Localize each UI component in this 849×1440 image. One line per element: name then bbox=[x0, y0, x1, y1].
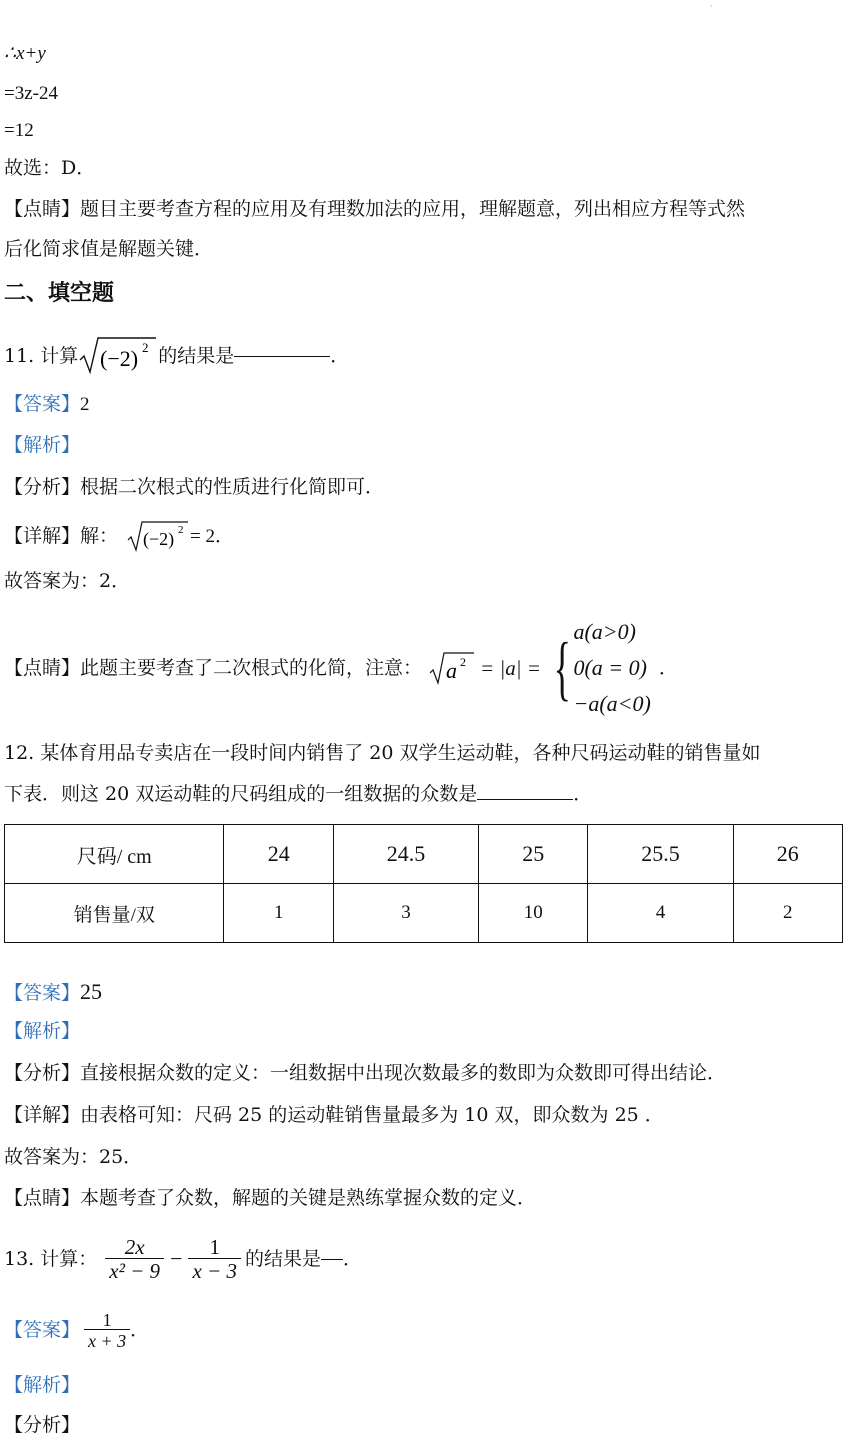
fenxi-tag: 【分析】 bbox=[4, 1414, 81, 1436]
analysis-tag: 【解析】 bbox=[4, 434, 81, 456]
comment-line-2: 后化简求值是解题关键． bbox=[4, 238, 214, 260]
q11-xiangjie bbox=[4, 520, 234, 552]
formula-radical bbox=[428, 651, 476, 685]
table-cell: 25.5 bbox=[588, 825, 733, 884]
formula-end: ． bbox=[658, 656, 678, 679]
xj-radicand: (−2) bbox=[143, 529, 175, 549]
table-cell: 25 bbox=[478, 825, 587, 884]
q13-prefix: 13. 计算： bbox=[4, 1247, 98, 1270]
q11-radicand: (−2) bbox=[100, 346, 139, 371]
q11-exp: 2 bbox=[142, 340, 149, 355]
table-cell: 24 bbox=[224, 825, 333, 884]
table-cell: 3 bbox=[333, 884, 478, 943]
q12-xiangjie bbox=[4, 1106, 664, 1125]
fenxi-tag: 【分析】 bbox=[4, 1062, 81, 1084]
q12-answer bbox=[4, 981, 102, 1003]
table-cell: 销售量/双 bbox=[5, 884, 224, 943]
xiangjie-tag: 【详解】 bbox=[4, 1104, 81, 1126]
q12-text-2a: 下表．则这 20 双运动鞋的尺码组成的一组数据的众数是 bbox=[4, 783, 478, 805]
dianjing-tag: 【点睛】 bbox=[4, 656, 81, 679]
choice-line: 故选：D． bbox=[4, 157, 96, 179]
table-cell: 2 bbox=[733, 884, 843, 943]
q11-suffix: 的结果是 bbox=[158, 344, 235, 367]
q11-fenxi bbox=[4, 478, 384, 497]
fenxi-tag: 【分析】 bbox=[4, 476, 81, 498]
f1-num: 2x bbox=[124, 1234, 145, 1259]
xiangjie-tag: 【详解】 bbox=[4, 524, 81, 547]
case-2: 0(a = 0) bbox=[573, 655, 647, 680]
q13-stem bbox=[4, 1228, 362, 1290]
answer-value: 25 bbox=[80, 979, 103, 1004]
q11-answer bbox=[4, 395, 90, 414]
case-1: a(a>0) bbox=[573, 619, 636, 644]
minus-sign: − bbox=[170, 1246, 183, 1271]
xj-exp: 2 bbox=[178, 524, 184, 536]
page-mark: · bbox=[710, 2, 713, 11]
table-cell: 尺码/ cm bbox=[5, 825, 224, 884]
ans-end: ． bbox=[130, 1318, 150, 1341]
q11-end: ． bbox=[330, 344, 350, 367]
formula-rad: a bbox=[446, 658, 458, 683]
q11-final: 故答案为：2． bbox=[4, 570, 131, 592]
q12-text-2b: ． bbox=[573, 783, 593, 805]
q11-dianjing bbox=[4, 614, 678, 722]
fenxi-text: 直接根据众数的定义：一组数据中出现次数最多的数即为众数即可得出结论． bbox=[80, 1062, 727, 1084]
q12-text-1: 12. 某体育用品专卖店在一段时间内销售了 20 双学生运动鞋，各种尺码运动鞋的销售量如 bbox=[4, 742, 761, 764]
comment-line-1 bbox=[4, 200, 745, 219]
fenxi-text: 根据二次根式的性质进行化简即可． bbox=[80, 476, 385, 498]
answer-value: 2 bbox=[80, 394, 90, 415]
dianjing-text: 本题考查了众数，解题的关键是熟练掌握众数的定义． bbox=[80, 1187, 537, 1209]
q11-stem bbox=[4, 336, 349, 376]
fraction-1 bbox=[105, 1234, 164, 1283]
q12-text-2 bbox=[4, 785, 592, 804]
answer-tag: 【答案】 bbox=[4, 393, 81, 415]
analysis-tag: 【解析】 bbox=[4, 1374, 81, 1396]
xj-eq: = 2 bbox=[190, 525, 215, 547]
section-heading: 二、填空题 bbox=[4, 280, 115, 306]
table-cell: 26 bbox=[733, 825, 843, 884]
f2-den: x − 3 bbox=[188, 1258, 241, 1282]
table-row bbox=[5, 884, 843, 943]
dianjing-text: 此题主要考查了二次根式的化简，注意： bbox=[80, 656, 423, 679]
formula-abs: = |a| = bbox=[480, 655, 541, 680]
f2-num: 1 bbox=[209, 1234, 220, 1259]
q11-prefix: 11. 计算 bbox=[4, 344, 79, 367]
ans-num: 1 bbox=[102, 1309, 112, 1330]
table-cell: 1 bbox=[224, 884, 333, 943]
size-sales-table bbox=[4, 824, 843, 943]
case-3: −a(a<0) bbox=[573, 691, 651, 716]
q13-answer bbox=[4, 1304, 149, 1356]
xiangjie-radical bbox=[126, 520, 190, 552]
f1-den: x² − 9 bbox=[105, 1258, 164, 1282]
comment-tag: 【点睛】 bbox=[4, 198, 81, 220]
piecewise-cases bbox=[573, 614, 650, 722]
answer-tag: 【答案】 bbox=[4, 982, 81, 1004]
table-row bbox=[5, 825, 843, 884]
answer-blank bbox=[321, 1258, 343, 1260]
answer-fraction bbox=[84, 1311, 130, 1350]
table-cell: 10 bbox=[478, 884, 587, 943]
analysis-tag: 【解析】 bbox=[4, 1020, 81, 1042]
answer-blank bbox=[234, 355, 330, 357]
table-cell: 4 bbox=[588, 884, 733, 943]
answer-blank bbox=[477, 798, 573, 800]
comment-text: 题目主要考查方程的应用及有理数加法的应用，理解题意，列出相应方程等式然 bbox=[80, 198, 746, 220]
solution-line-2: =3z-24 bbox=[4, 83, 58, 104]
solution-line-3: =12 bbox=[4, 120, 34, 141]
q12-final: 故答案为：25． bbox=[4, 1146, 143, 1168]
q12-fenxi bbox=[4, 1064, 726, 1083]
table-cell: 24.5 bbox=[333, 825, 478, 884]
q13-suffix: 的结果是 bbox=[244, 1247, 321, 1270]
fraction-2 bbox=[188, 1234, 241, 1283]
q12-dianjing bbox=[4, 1189, 536, 1208]
xj-end: ． bbox=[215, 524, 235, 547]
answer-tag: 【答案】 bbox=[4, 1318, 81, 1341]
ans-den: x + 3 bbox=[84, 1329, 130, 1350]
q13-end: ． bbox=[343, 1247, 363, 1270]
xiangjie-pre: 解： bbox=[80, 524, 119, 547]
xiangjie-text: 由表格可知：尺码 25 的运动鞋销售量最多为 10 双，即众数为 25 ． bbox=[80, 1104, 664, 1126]
q11-radical bbox=[78, 336, 158, 376]
dianjing-tag: 【点睛】 bbox=[4, 1187, 81, 1209]
formula-exp: 2 bbox=[460, 655, 467, 669]
brace-icon: { bbox=[553, 628, 571, 708]
solution-line-1: ∴x+y bbox=[4, 43, 46, 64]
